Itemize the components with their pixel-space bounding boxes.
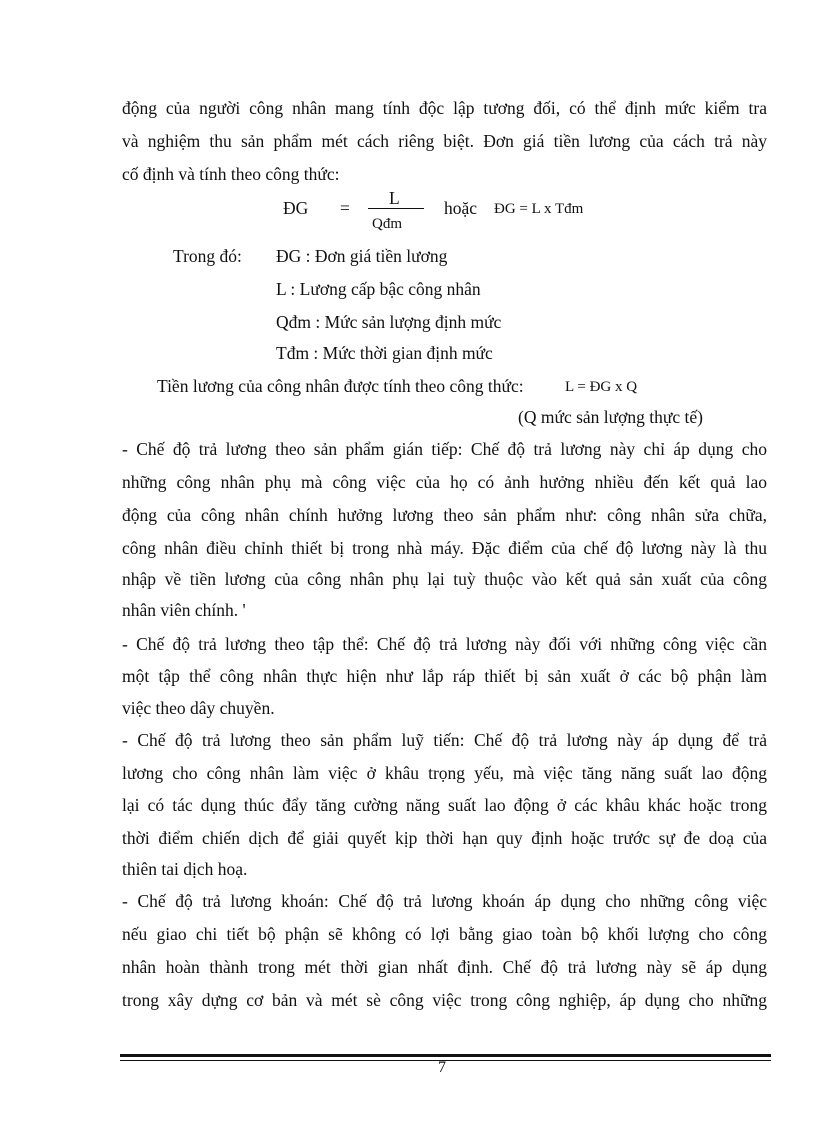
body-text-line: nhân viên chính. ' xyxy=(122,600,246,620)
body-text-line: việc theo dây chuyền. xyxy=(122,698,275,718)
body-text-line: công nhân điều chỉnh thiết bị trong nhà máy. Đặc điểm của chế độ lương này là thu xyxy=(122,538,767,558)
wage-formula: L = ĐG x Q xyxy=(565,379,638,395)
fraction-bar xyxy=(368,208,424,209)
body-text-line: động của công nhân chính hưởng lương theo sản phẩm như: công nhân sửa chữa, xyxy=(122,505,767,525)
body-text-line: một tập thể công nhân thực hiện như lắp ráp thiết bị sản xuất ở các bộ phận làm xyxy=(122,666,767,686)
formula-numerator: L xyxy=(389,188,400,208)
body-text-line: lương cho công nhân làm việc ở khâu trọng yếu, mà việc tăng năng suất lao động xyxy=(122,763,767,783)
legend-item: Qđm : Mức sản lượng định mức xyxy=(276,312,502,332)
body-text-line: nhập về tiền lương của công nhân phụ lại tuỳ thuộc vào kết quả sản xuất của công xyxy=(122,569,767,589)
formula-or: hoặc xyxy=(444,198,478,218)
wage-text: Tiền lương của công nhân được tính theo công thức: xyxy=(157,376,524,396)
body-text-line: nhân hoàn thành trong mét thời gian nhất định. Chế độ trả lương này sẽ áp dụng xyxy=(122,957,767,977)
page-number: 7 xyxy=(438,1059,446,1076)
body-text-line: - Chế độ trả lương theo tập thể: Chế độ trả lương này đối với những công việc cần xyxy=(122,634,767,654)
body-text-line: cố định và tính theo công thức: xyxy=(122,164,340,184)
body-text-line: thiên tai dịch hoạ. xyxy=(122,859,248,879)
wage-note: (Q mức sản lượng thực tế) xyxy=(518,407,703,427)
body-text-line: - Chế độ trả lương khoán: Chế độ trả lương khoán áp dụng cho những công việc xyxy=(122,891,767,911)
formula-equals: = xyxy=(340,198,350,218)
formula-alt: ĐG = L x Tđm xyxy=(494,201,584,217)
legend-label: Trong đó: xyxy=(173,246,242,266)
body-text-line: trong xây dựng cơ bản và mét sè công việc trong công nghiệp, áp dụng cho những xyxy=(122,990,767,1010)
legend-item: L : Lương cấp bậc công nhân xyxy=(276,279,481,299)
body-text-line: động của người công nhân mang tính độc lập tương đối, có thể định mức kiểm tra xyxy=(122,98,767,118)
formula-lhs: ĐG xyxy=(283,198,309,218)
formula-denominator: Qđm xyxy=(372,216,402,232)
legend-item: ĐG : Đơn giá tiền lương xyxy=(276,246,448,266)
body-text-line: những công nhân phụ mà công việc của họ có ảnh hưởng nhiều đến kết quả lao xyxy=(122,472,767,492)
footer-rule-thick xyxy=(120,1054,771,1057)
body-text-line: - Chế độ trả lương theo sản phẩm gián tiếp: Chế độ trả lương này chỉ áp dụng cho xyxy=(122,439,767,459)
body-text-line: nếu giao chi tiết bộ phận sẽ không có lợi bằng giao toàn bộ khối lượng cho công xyxy=(122,924,767,944)
body-text-line: và nghiệm thu sản phẩm mét cách riêng biệt. Đơn giá tiền lương của cách trả này xyxy=(122,131,767,151)
body-text-line: thời điểm chiến dịch để giải quyết kịp thời hạn quy định hoặc trước sự đe doạ của xyxy=(122,828,767,848)
body-text-line: lại có tác dụng thúc đẩy tăng cường năng suất lao động ở các khâu khác hoặc trong xyxy=(122,795,767,815)
legend-item: Tđm : Mức thời gian định mức xyxy=(276,343,493,363)
body-text-line: - Chế độ trả lương theo sản phẩm luỹ tiến: Chế độ trả lương này áp dụng để trả xyxy=(122,730,767,750)
